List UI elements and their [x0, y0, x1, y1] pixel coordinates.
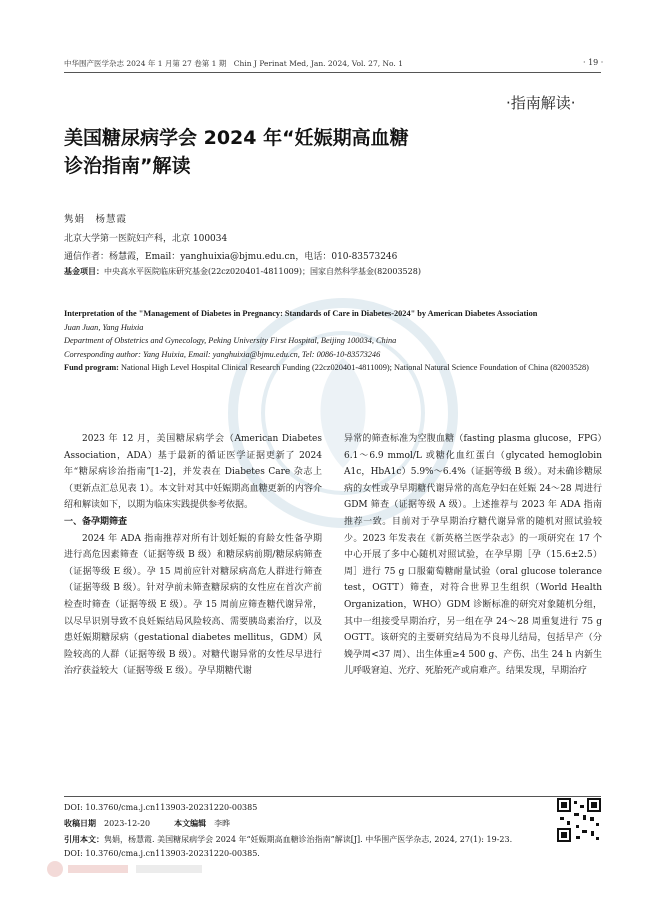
- footer-rule: [64, 796, 601, 797]
- header-rule: [64, 72, 601, 73]
- qr-code-icon[interactable]: [556, 797, 602, 843]
- publisher-logo-icon: [46, 860, 206, 878]
- english-corresponding: Corresponding author: Yang Huixia, Email: yanghuixia@bjmu.edu.cn, Tel: 0086-10-83573246: [64, 349, 381, 359]
- received-label: 收稿日期: [64, 819, 96, 828]
- title-line-2: 诊治指南”解读: [64, 155, 191, 177]
- intro-paragraph: 2023 年 12 月，美国糖尿病学会（American Diabetes Association，ADA）基于最新的循证医学证据更新了 2024 年“糖尿病诊治指南”[1-2]，并发表在 Diabetes Care 杂志上（更新点汇总见表 1）。本文针对其中妊娠期高血糖更新的内容介绍和解读如下，以期为临床实践提供参考依据。: [64, 434, 322, 511]
- received-date-line: [64, 817, 230, 831]
- fund-label: 基金项目：: [64, 267, 104, 276]
- english-affiliation: Department of Obstetrics and Gynecology, Peking University First Hospital, Beijing 100034, China: [64, 336, 397, 346]
- fund-text: 中央高水平医院临床研究基金(22cz020401-4811009)；国家自然科学基金(82003528): [104, 267, 421, 276]
- authors: 隽娟 杨慧霞: [64, 214, 128, 225]
- section-heading: 一、备孕期筛查: [64, 516, 128, 527]
- editor-name: 李晔: [214, 819, 231, 828]
- continued-paragraph: 异常的筛查标准为空腹血糖（fasting plasma glucose，FPG）6.1～6.9 mmol/L 或糖化血红蛋白（glycated hemoglobin A1c，HbA1c）5.9%～6.4%（证据等级 B 级）。对未确诊糖尿病的女性或孕早期糖代谢异常的高危孕妇在妊娠 24～28 周进行 GDM 筛查（证据等级 A 级）。上述推荐与 2023 年 ADA 指南推荐一致。目前对于孕早期治疗糖代谢异常的随机对照试验较少。2023 年发表在《新英格兰医学杂志》的一项研究在 17 个中心开展了多中心随机对照试验，在孕早期［孕（15.6±2.5）周］进行 75 g 口服葡萄糖耐量试验（oral glucose tolerance test，OGTT）筛查，对符合世界卫生组织（World Health Organization，WHO）GDM 诊断标准的研究对象随机分组，其中一组接受早期治疗，另一组在孕 24～28 周重复进行 75 g OGTT。该研究的主要研究结局为不良母儿结局，包括早产（分娩孕周<37 周）、出生体重≥4 500 g、产伤、出生 24 h 内新生儿呼吸窘迫、光疗、死胎死产或肩难产。结果发现，早期治疗: [344, 434, 602, 677]
- english-authors: Juan Juan, Yang Huixia: [64, 322, 144, 332]
- fund-program: [64, 266, 421, 277]
- english-fund-text: National High Level Hospital Clinical Research Funding (22cz020401-4811009); National Natural Science Foundation of China (82003528): [121, 363, 589, 373]
- editor-label: 本文编辑: [174, 819, 207, 828]
- english-fund-label: Fund program:: [64, 363, 119, 373]
- section-tag: ·指南解读·: [506, 94, 576, 112]
- english-title: Interpretation of the "Management of Diabetes in Pregnancy: Standards of Care in Diabetes-2024" by American Diabetes Association: [64, 309, 538, 318]
- title-line-1: 美国糖尿病学会 2024 年“妊娠期高血糖: [64, 127, 409, 149]
- english-fund: [64, 361, 601, 375]
- body-column-left: [64, 431, 322, 680]
- affiliation: 北京大学第一医院妇产科，北京 100034: [64, 234, 228, 244]
- doi: DOI: 10.3760/cma.j.cn113903-20231220-00385: [64, 803, 258, 812]
- english-abstract-header: [64, 307, 601, 375]
- page-number: · 19 ·: [583, 58, 604, 67]
- cite-label: 引用本文：: [64, 835, 104, 844]
- section1-paragraph: 2024 年 ADA 指南推荐对所有计划妊娠的育龄女性备孕期进行高危因素筛查（证据等级 B 级）和糖尿病前期/糖尿病筛查（证据等级 E 级）。孕 15 周前应针对糖尿病高危人群进行筛查（证据等级 B 级）。针对孕前未筛查糖尿病的女性应在首次产前检查时筛查（证据等级 E 级）。孕 15 周前应筛查糖代谢异常，以尽早识别导致不良妊娠结局风险较高、需要胰岛素治疗，以及患妊娠期糖尿病（gestational diabetes mellitus，GDM）风险较高的人群（证据等级 B 级）。对糖代谢异常的女性尽早进行治疗获益较大（证据等级 E 级）。孕早期糖代谢: [64, 533, 322, 677]
- received-date: 2023-12-20: [104, 819, 151, 828]
- article-title: [64, 124, 494, 180]
- corresponding-author: 通信作者：杨慧霞，Email：yanghuixia@bjmu.edu.cn，电话：010-83573246: [64, 252, 398, 262]
- citation: [64, 833, 524, 861]
- running-head: 中华围产医学杂志 2024 年 1 月第 27 卷第 1 期 Chin J Perinat Med, Jan. 2024, Vol. 27, No. 1: [64, 59, 403, 68]
- body-column-right: [344, 431, 602, 680]
- cite-text: 隽娟，杨慧霞. 美国糖尿病学会 2024 年“妊娠期高血糖诊治指南”解读[J]. 中华围产医学杂志, 2024, 27(1): 19-23. DOI: 10.3760/cma.j.cn113903-20231220-00385.: [64, 835, 513, 858]
